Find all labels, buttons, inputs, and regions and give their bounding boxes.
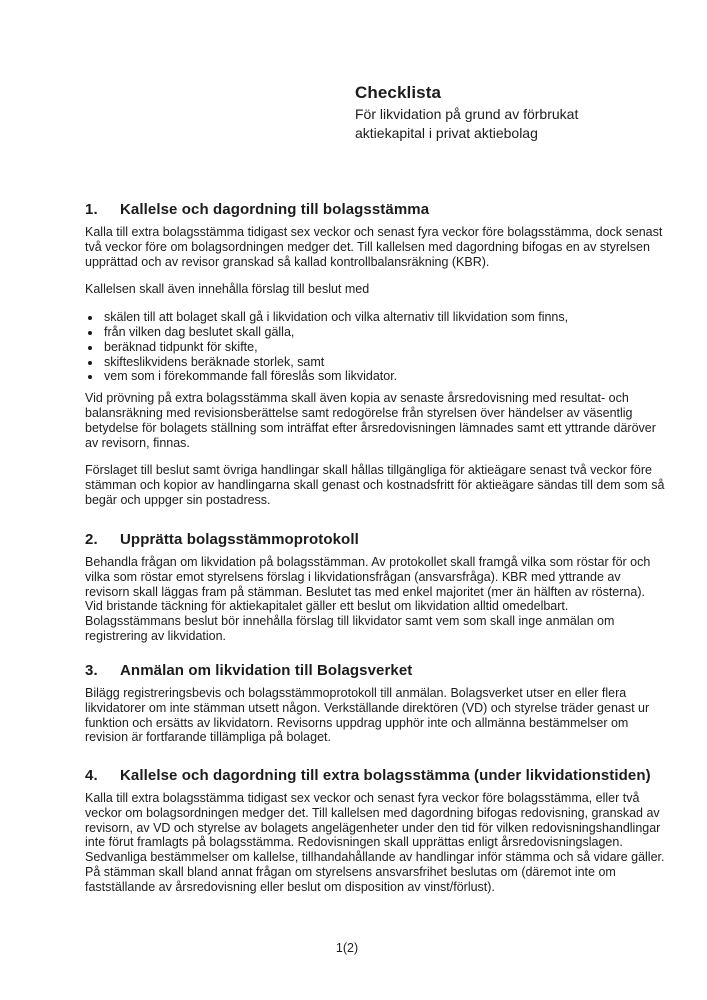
section-1-heading-text: Kallelse och dagordning till bolagsstämma xyxy=(120,201,430,218)
bullet-item: • skifteslikvidens beräknade storlek, samt xyxy=(102,355,665,370)
section-1-lead-paragraph: Kallelsen skall även innehålla förslag till beslut med xyxy=(85,282,370,297)
bullet-item: • från vilken dag beslutet skall gälla, xyxy=(102,325,665,340)
section-1-paragraph-provning: Vid prövning på extra bolagsstämma skall även kopia av senaste årsredovisning med resultat- och balansräkning med revisionsberättelse samt redogörelse från styrelsen över händelser av väsentlig betydelse för bolagets ställning som inträffat efter årsredovisningen lämnades samt ett yttrande däröver av revisorn, finnas. xyxy=(85,391,656,450)
section-4-number: 4. xyxy=(85,767,98,784)
section-3-heading-text: Anmälan om likvidation till Bolagsverket xyxy=(120,662,413,679)
section-bolagsstammoprotokoll xyxy=(85,531,665,644)
section-1-number: 1. xyxy=(85,201,98,218)
section-2-body-paragraph: Behandla frågan om likvidation på bolagsstämman. Av protokollet skall framgå vilka som röstar för och vilka som röstar emot styrelsens förslag i likvidationsfrågan (ansvarsfråga). KBR med yttrande av revisorn skall läggas fram på stämman. Beslutet tas med enkel majoritet (mer än hälften av rösterna). Vid bristande täckning för aktiekapitalet gäller ett beslut om likvidation alltid omedelbart. Bolagsstämmans beslut bör innehålla förslag till likvidator samt vem som skall inge anmälan om registrering av likvidation. xyxy=(85,555,651,643)
section-4-heading-text: Kallelse och dagordning till extra bolagsstämma (under likvidationstiden) xyxy=(120,767,651,784)
section-3-number: 3. xyxy=(85,662,98,679)
section-3-body-paragraph: Bilägg registreringsbevis och bolagsstämmoprotokoll till anmälan. Bolagsverket utser en eller flera likvidatorer om inte stämman utsett någon. Verkställande direktören (VD) och styrelse träder genast ur funktion och ersätts av likvidatorn. Revisorns uppdrag upphör inte och allmänna bestämmelser om revision är fortfarande tillämpliga på bolaget. xyxy=(85,686,650,745)
section-2-number: 2. xyxy=(85,531,98,548)
section-1-paragraph-forslag: Förslaget till beslut samt övriga handlingar skall hållas tillgängliga för aktieägare senast två veckor före stämman och kopior av handlingarna skall genast och kostnadsfritt för aktieägare sändas till dem som så begär och uppger sin postadress. xyxy=(85,463,665,507)
section-kallelse-extra-bolagsstamma xyxy=(85,767,665,895)
section-3-heading xyxy=(85,662,665,680)
section-kallelse-bolagsstamma xyxy=(85,201,665,508)
section-1-bullet-list xyxy=(85,310,665,384)
section-1-heading xyxy=(85,201,665,219)
section-2-heading xyxy=(85,531,665,549)
section-1-intro-paragraph: Kalla till extra bolagsstämma tidigast sex veckor och senast fyra veckor före bolagsstämma, dock senast två veckor före om bolagsordningen medger det. Till kallelsen med dagordning bifogas en av styrelsen upprättad och av revisor granskad så kallad kontrollbalansräkning (KBR). xyxy=(85,225,663,269)
title-block xyxy=(355,83,578,143)
bullet-item: • skälen till att bolaget skall gå i likvidation och vilka alternativ till likvidation som finns, xyxy=(102,310,665,325)
section-4-heading xyxy=(85,767,665,785)
doc-title: Checklista xyxy=(355,83,442,102)
page-footer xyxy=(0,941,694,956)
page-number: 1(2) xyxy=(335,941,359,955)
section-anmalan-bolagsverket xyxy=(85,662,665,745)
doc-subtitle-line-2: aktiekapital i privat aktiebolag xyxy=(355,125,538,141)
bullet-item: • beräknad tidpunkt för skifte, xyxy=(102,340,665,355)
doc-subtitle-line-1: För likvidation på grund av förbrukat xyxy=(355,106,579,122)
section-4-body-paragraph: Kalla till extra bolagsstämma tidigast sex veckor och senast fyra veckor före bolagsstämma, eller två veckor om bolagsordningen medger det. Till kallelsen med dagordning bifogas redovisning, granskad av revisorn, av VD och styrelse av bolagets angelägenheter under den tid för vilken redovisningshandlingar inte förut framlagts på bolagsstämma. Redovisningen skall upprättas enligt årsredovisningslagen. Sedvanliga bestämmelser om kallelse, tillhandahållande av handlingar inför stämma och så vidare gäller. På stämman skall bland annat frågan om styrelsens ansvarsfrihet beslutas om (däremot inte om fastställande av årsredovisning eller beslut om disposition av vinst/förlust). xyxy=(85,791,665,894)
bullet-item: • vem som i förekommande fall föreslås som likvidator. xyxy=(102,369,665,384)
section-2-heading-text: Upprätta bolagsstämmoprotokoll xyxy=(120,531,359,548)
